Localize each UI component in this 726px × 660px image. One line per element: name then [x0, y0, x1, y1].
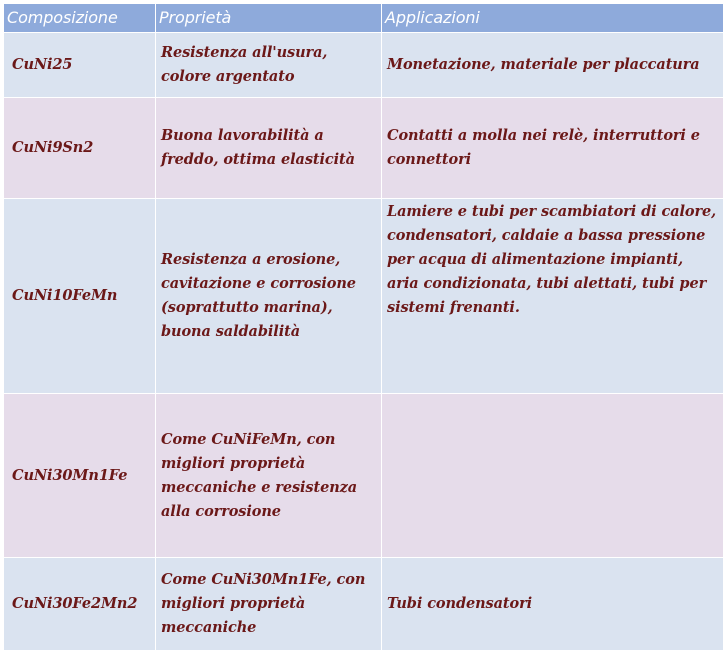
cell-applications: Lamiere e tubi per scambiatori di calore, condensatori, caldaie a bassa pressione per acqua di alimentazione impianti, aria condizionata, tubi alettati, tubi per sistemi frenanti. [382, 199, 724, 394]
header-composition: Composizione [4, 4, 156, 33]
cell-properties: Come CuNi30Mn1Fe, con migliori proprietà meccaniche [156, 558, 382, 651]
cell-applications: Tubi condensatori [382, 558, 724, 651]
table-header-row [4, 4, 724, 33]
cell-composition: CuNi9Sn2 [4, 98, 156, 199]
cell-composition: CuNi30Mn1Fe [4, 394, 156, 558]
alloy-table [3, 3, 724, 651]
cell-composition: CuNi10FeMn [4, 199, 156, 394]
header-properties: Proprietà [156, 4, 382, 33]
table-row [4, 394, 724, 558]
cell-applications: Monetazione, materiale per placcatura [382, 33, 724, 98]
table-row [4, 98, 724, 199]
header-applications: Applicazioni [382, 4, 724, 33]
cell-properties: Buona lavorabilità a freddo, ottima elasticità [156, 98, 382, 199]
cell-properties: Resistenza all'usura, colore argentato [156, 33, 382, 98]
table-row [4, 33, 724, 98]
table-row [4, 199, 724, 394]
cell-composition: CuNi25 [4, 33, 156, 98]
cell-applications: Contatti a molla nei relè, interruttori e connettori [382, 98, 724, 199]
table-row [4, 558, 724, 651]
cell-properties: Come CuNiFeMn, con migliori proprietà meccaniche e resistenza alla corrosione [156, 394, 382, 558]
cell-properties: Resistenza a erosione, cavitazione e corrosione (soprattutto marina), buona saldabilità [156, 199, 382, 394]
cell-applications [382, 394, 724, 558]
cell-composition: CuNi30Fe2Mn2 [4, 558, 156, 651]
